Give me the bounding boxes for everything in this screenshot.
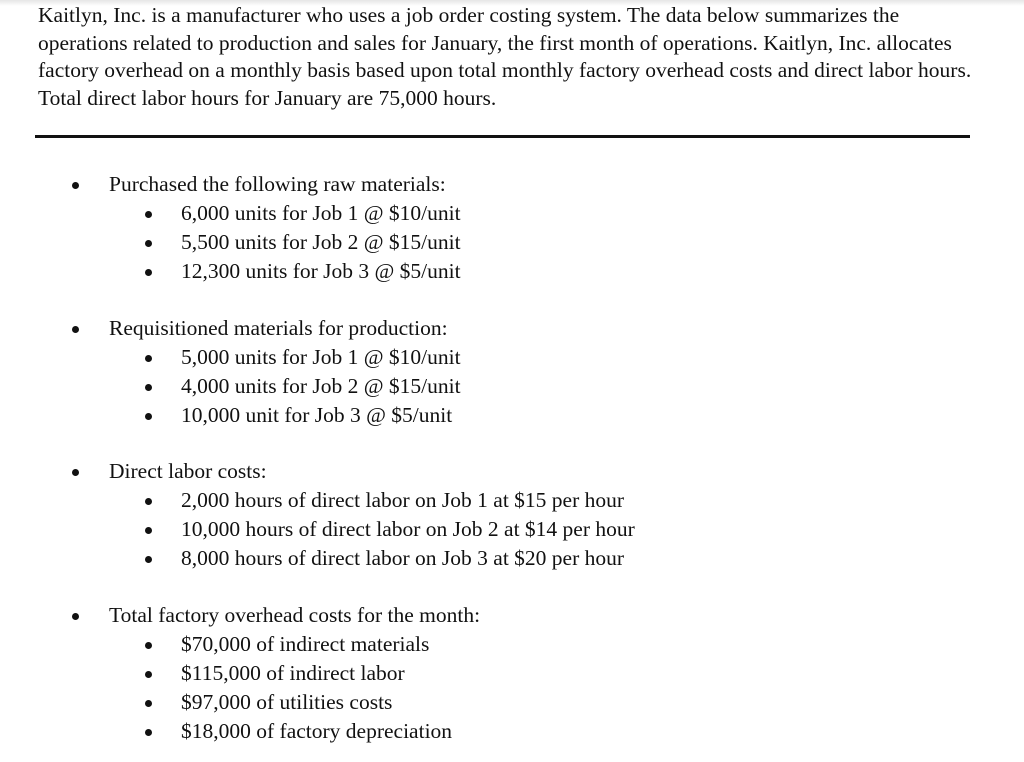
bullet-icon [145,211,152,218]
bullet-icon [72,182,79,189]
bullet-icon [145,700,152,707]
bullet-icon [72,613,79,620]
bullet-icon [72,326,79,333]
list-item: 12,300 units for Job 3 @ $5/unit [181,259,461,283]
bullet-icon [145,527,152,534]
bullet-icon [145,240,152,247]
list-item: 10,000 hours of direct labor on Job 2 at $14 per hour [181,517,635,541]
list-item: $70,000 of indirect materials [181,632,430,656]
bullet-icon [72,469,79,476]
bullet-icon [145,355,152,362]
list-item: $18,000 of factory depreciation [181,719,453,743]
list-item: 5,000 units for Job 1 @ $10/unit [181,345,461,369]
bullet-icon [145,556,152,563]
list-item: $115,000 of indirect labor [181,661,405,685]
bullet-icon [145,642,152,649]
section-heading: Purchased the following raw materials: [109,172,446,196]
section-heading: Direct labor costs: [109,459,267,483]
bullet-icon [145,269,152,276]
section-heading: Requisitioned materials for production: [109,316,448,340]
list-item: 10,000 unit for Job 3 @ $5/unit [181,403,453,427]
list-item: 5,500 units for Job 2 @ $15/unit [181,230,461,254]
bullet-icon [145,498,152,505]
list-item: 6,000 units for Job 1 @ $10/unit [181,201,461,225]
bullet-icon [145,729,152,736]
bullet-icon [145,413,152,420]
list-item: 8,000 hours of direct labor on Job 3 at $20 per hour [181,546,625,570]
section-heading: Total factory overhead costs for the month: [109,603,481,627]
horizontal-rule [35,135,970,138]
bullet-icon [145,671,152,678]
list-item: $97,000 of utilities costs [181,690,393,714]
intro-paragraph: Kaitlyn, Inc. is a manufacturer who uses a job order costing system. The data below summarizes the operations related to production and sales for January, the first month of operations. Kaitlyn, Inc. allocates factory overhead on a monthly basis based upon total monthly factory overhead costs and direct labor hours. Total direct labor hours for January are 75,000 hours. [38,3,972,111]
list-item: 4,000 units for Job 2 @ $15/unit [181,374,461,398]
list-item: 2,000 hours of direct labor on Job 1 at $15 per hour [181,488,625,512]
bullet-icon [145,384,152,391]
